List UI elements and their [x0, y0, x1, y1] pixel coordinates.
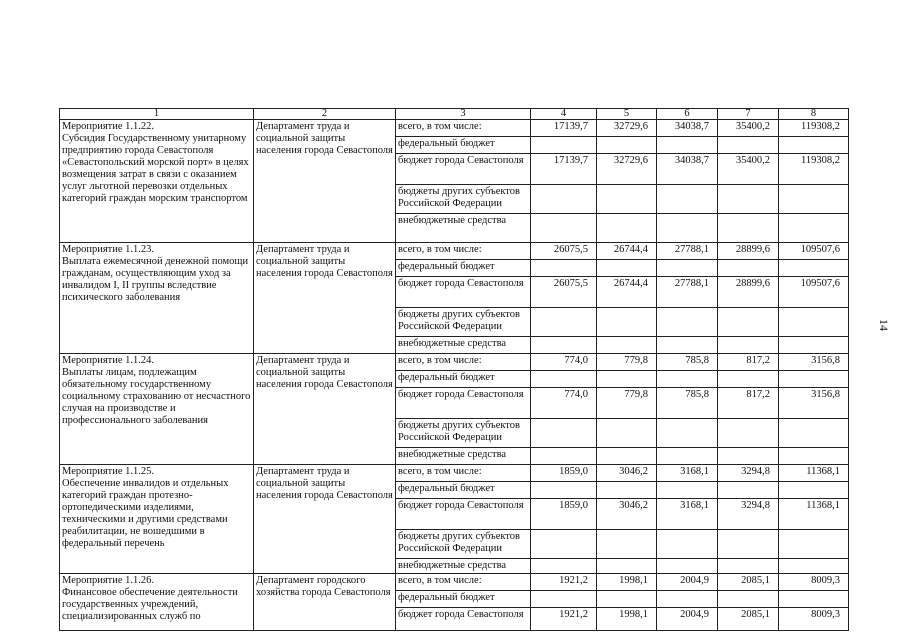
year-value	[657, 419, 718, 448]
measure-title: Мероприятие 1.1.26. Финансовое обеспечение деятельности государственных учреждений, специализированных служб по	[60, 574, 254, 631]
funding-source: всего, в том числе:	[396, 120, 531, 137]
year-value	[531, 185, 597, 214]
year-value	[657, 371, 718, 388]
year-value: 34038,7	[657, 120, 718, 137]
column-number: 6	[657, 109, 718, 120]
year-value	[531, 308, 597, 337]
year-value	[597, 337, 657, 354]
year-value: 1859,0	[531, 499, 597, 530]
page-number: 14	[877, 319, 891, 331]
year-value: 3294,8	[718, 465, 779, 482]
total-value	[779, 185, 849, 214]
year-value	[657, 308, 718, 337]
funding-source: бюджет города Севастополя	[396, 154, 531, 185]
year-value: 774,0	[531, 354, 597, 371]
year-value: 2085,1	[718, 574, 779, 591]
year-value	[531, 137, 597, 154]
total-value	[779, 214, 849, 243]
year-value	[531, 530, 597, 559]
funding-source: всего, в том числе:	[396, 465, 531, 482]
year-value: 1998,1	[597, 608, 657, 631]
year-value	[597, 448, 657, 465]
year-value: 34038,7	[657, 154, 718, 185]
funding-source: бюджеты других субъектов Российской Федерации	[396, 308, 531, 337]
responsible-executor: Департамент труда и социальной защиты населения города Севастополя	[254, 120, 396, 243]
total-value: 3156,8	[779, 354, 849, 371]
year-value: 785,8	[657, 388, 718, 419]
year-value: 17139,7	[531, 120, 597, 137]
year-value	[718, 260, 779, 277]
year-value	[718, 482, 779, 499]
year-value	[531, 419, 597, 448]
responsible-executor: Департамент городского хозяйства города Севастополя	[254, 574, 396, 631]
total-value	[779, 371, 849, 388]
year-value	[531, 337, 597, 354]
responsible-executor: Департамент труда и социальной защиты населения города Севастополя	[254, 465, 396, 574]
year-value	[657, 530, 718, 559]
funding-source: федеральный бюджет	[396, 260, 531, 277]
total-value	[779, 482, 849, 499]
column-number: 2	[254, 109, 396, 120]
year-value	[657, 337, 718, 354]
year-value	[657, 591, 718, 608]
year-value: 1921,2	[531, 608, 597, 631]
total-value: 109507,6	[779, 243, 849, 260]
funding-source: федеральный бюджет	[396, 137, 531, 154]
year-value: 1998,1	[597, 574, 657, 591]
funding-source: бюджеты других субъектов Российской Федерации	[396, 530, 531, 559]
year-value	[531, 260, 597, 277]
year-value: 26744,4	[597, 277, 657, 308]
year-value	[597, 260, 657, 277]
year-value	[531, 559, 597, 574]
year-value	[657, 137, 718, 154]
year-value: 3168,1	[657, 499, 718, 530]
funding-source: всего, в том числе:	[396, 354, 531, 371]
year-value	[657, 214, 718, 243]
year-value: 2085,1	[718, 608, 779, 631]
measure-title: Мероприятие 1.1.24. Выплаты лицам, подлежащим обязательному государственному социальному страхованию от несчастного случая на производстве и профессионального заболевания	[60, 354, 254, 465]
total-value	[779, 591, 849, 608]
year-value	[718, 591, 779, 608]
year-value	[597, 371, 657, 388]
table-body	[60, 120, 849, 631]
year-value: 35400,2	[718, 120, 779, 137]
year-value: 35400,2	[718, 154, 779, 185]
year-value	[597, 482, 657, 499]
funding-source: бюджет города Севастополя	[396, 277, 531, 308]
year-value	[718, 448, 779, 465]
table-row	[60, 354, 849, 371]
year-value: 27788,1	[657, 277, 718, 308]
total-value: 11368,1	[779, 465, 849, 482]
year-value	[718, 419, 779, 448]
total-value	[779, 260, 849, 277]
responsible-executor: Департамент труда и социальной защиты населения города Севастополя	[254, 354, 396, 465]
year-value	[657, 559, 718, 574]
total-value: 8009,3	[779, 608, 849, 631]
measure-title: Мероприятие 1.1.22. Субсидия Государственному унитарному предприятию города Севастополя «Севастопольский морской порт» в целях возмещения затрат в связи с оказанием услуг льготной перевозки отдельных категорий граждан морским транспортом	[60, 120, 254, 243]
funding-source: бюджеты других субъектов Российской Федерации	[396, 185, 531, 214]
year-value: 774,0	[531, 388, 597, 419]
total-value: 3156,8	[779, 388, 849, 419]
measure-title: Мероприятие 1.1.23. Выплата ежемесячной денежной помощи гражданам, осуществляющим уход за инвалидом I, II группы вследствие психического заболевания	[60, 243, 254, 354]
year-value: 3168,1	[657, 465, 718, 482]
year-value: 2004,9	[657, 608, 718, 631]
year-value	[597, 214, 657, 243]
table-row	[60, 574, 849, 591]
year-value: 32729,6	[597, 154, 657, 185]
year-value	[657, 448, 718, 465]
column-number: 8	[779, 109, 849, 120]
total-value	[779, 559, 849, 574]
funding-source: федеральный бюджет	[396, 371, 531, 388]
year-value	[718, 337, 779, 354]
year-value: 817,2	[718, 354, 779, 371]
year-value: 17139,7	[531, 154, 597, 185]
year-value	[718, 308, 779, 337]
total-value	[779, 530, 849, 559]
column-number: 1	[60, 109, 254, 120]
year-value	[597, 137, 657, 154]
year-value: 2004,9	[657, 574, 718, 591]
funding-source: внебюджетные средства	[396, 214, 531, 243]
funding-source: бюджеты других субъектов Российской Федерации	[396, 419, 531, 448]
year-value	[718, 559, 779, 574]
year-value	[718, 185, 779, 214]
funding-source: внебюджетные средства	[396, 337, 531, 354]
measure-title: Мероприятие 1.1.25. Обеспечение инвалидов и отдельных категорий граждан протезно-ортопедическими изделиями, техническими и другими средствами реабилитации, не вошедшими в федеральный перечень	[60, 465, 254, 574]
year-value: 3294,8	[718, 499, 779, 530]
year-value	[597, 530, 657, 559]
table-row	[60, 243, 849, 260]
funding-source: федеральный бюджет	[396, 591, 531, 608]
column-number: 5	[597, 109, 657, 120]
total-value: 8009,3	[779, 574, 849, 591]
funding-source: бюджет города Севастополя	[396, 499, 531, 530]
year-value: 779,8	[597, 354, 657, 371]
year-value	[531, 482, 597, 499]
year-value	[531, 448, 597, 465]
year-value: 26075,5	[531, 243, 597, 260]
funding-source: внебюджетные средства	[396, 559, 531, 574]
column-number: 4	[531, 109, 597, 120]
year-value: 817,2	[718, 388, 779, 419]
year-value: 779,8	[597, 388, 657, 419]
total-value: 11368,1	[779, 499, 849, 530]
funding-source: всего, в том числе:	[396, 574, 531, 591]
year-value: 3046,2	[597, 499, 657, 530]
total-value	[779, 419, 849, 448]
year-value	[718, 137, 779, 154]
year-value: 32729,6	[597, 120, 657, 137]
year-value: 26744,4	[597, 243, 657, 260]
year-value: 785,8	[657, 354, 718, 371]
funding-source: всего, в том числе:	[396, 243, 531, 260]
year-value	[531, 371, 597, 388]
total-value	[779, 308, 849, 337]
funding-source: внебюджетные средства	[396, 448, 531, 465]
year-value: 28899,6	[718, 243, 779, 260]
funding-source: бюджет города Севастополя	[396, 388, 531, 419]
year-value	[718, 371, 779, 388]
year-value: 27788,1	[657, 243, 718, 260]
year-value	[657, 185, 718, 214]
total-value	[779, 137, 849, 154]
year-value	[657, 482, 718, 499]
total-value	[779, 337, 849, 354]
budget-table	[59, 108, 849, 631]
year-value	[718, 214, 779, 243]
year-value	[597, 559, 657, 574]
funding-source: бюджет города Севастополя	[396, 608, 531, 631]
responsible-executor: Департамент труда и социальной защиты населения города Севастополя	[254, 243, 396, 354]
year-value: 1859,0	[531, 465, 597, 482]
year-value	[597, 591, 657, 608]
year-value	[718, 530, 779, 559]
column-number-row	[60, 109, 849, 120]
table-row	[60, 465, 849, 482]
year-value	[597, 308, 657, 337]
table-row	[60, 120, 849, 137]
year-value: 26075,5	[531, 277, 597, 308]
year-value	[657, 260, 718, 277]
column-number: 7	[718, 109, 779, 120]
total-value: 119308,2	[779, 120, 849, 137]
year-value: 28899,6	[718, 277, 779, 308]
year-value	[531, 214, 597, 243]
funding-source: федеральный бюджет	[396, 482, 531, 499]
year-value	[597, 419, 657, 448]
year-value: 3046,2	[597, 465, 657, 482]
total-value: 109507,6	[779, 277, 849, 308]
year-value	[597, 185, 657, 214]
total-value	[779, 448, 849, 465]
year-value: 1921,2	[531, 574, 597, 591]
column-number: 3	[396, 109, 531, 120]
year-value	[531, 591, 597, 608]
total-value: 119308,2	[779, 154, 849, 185]
